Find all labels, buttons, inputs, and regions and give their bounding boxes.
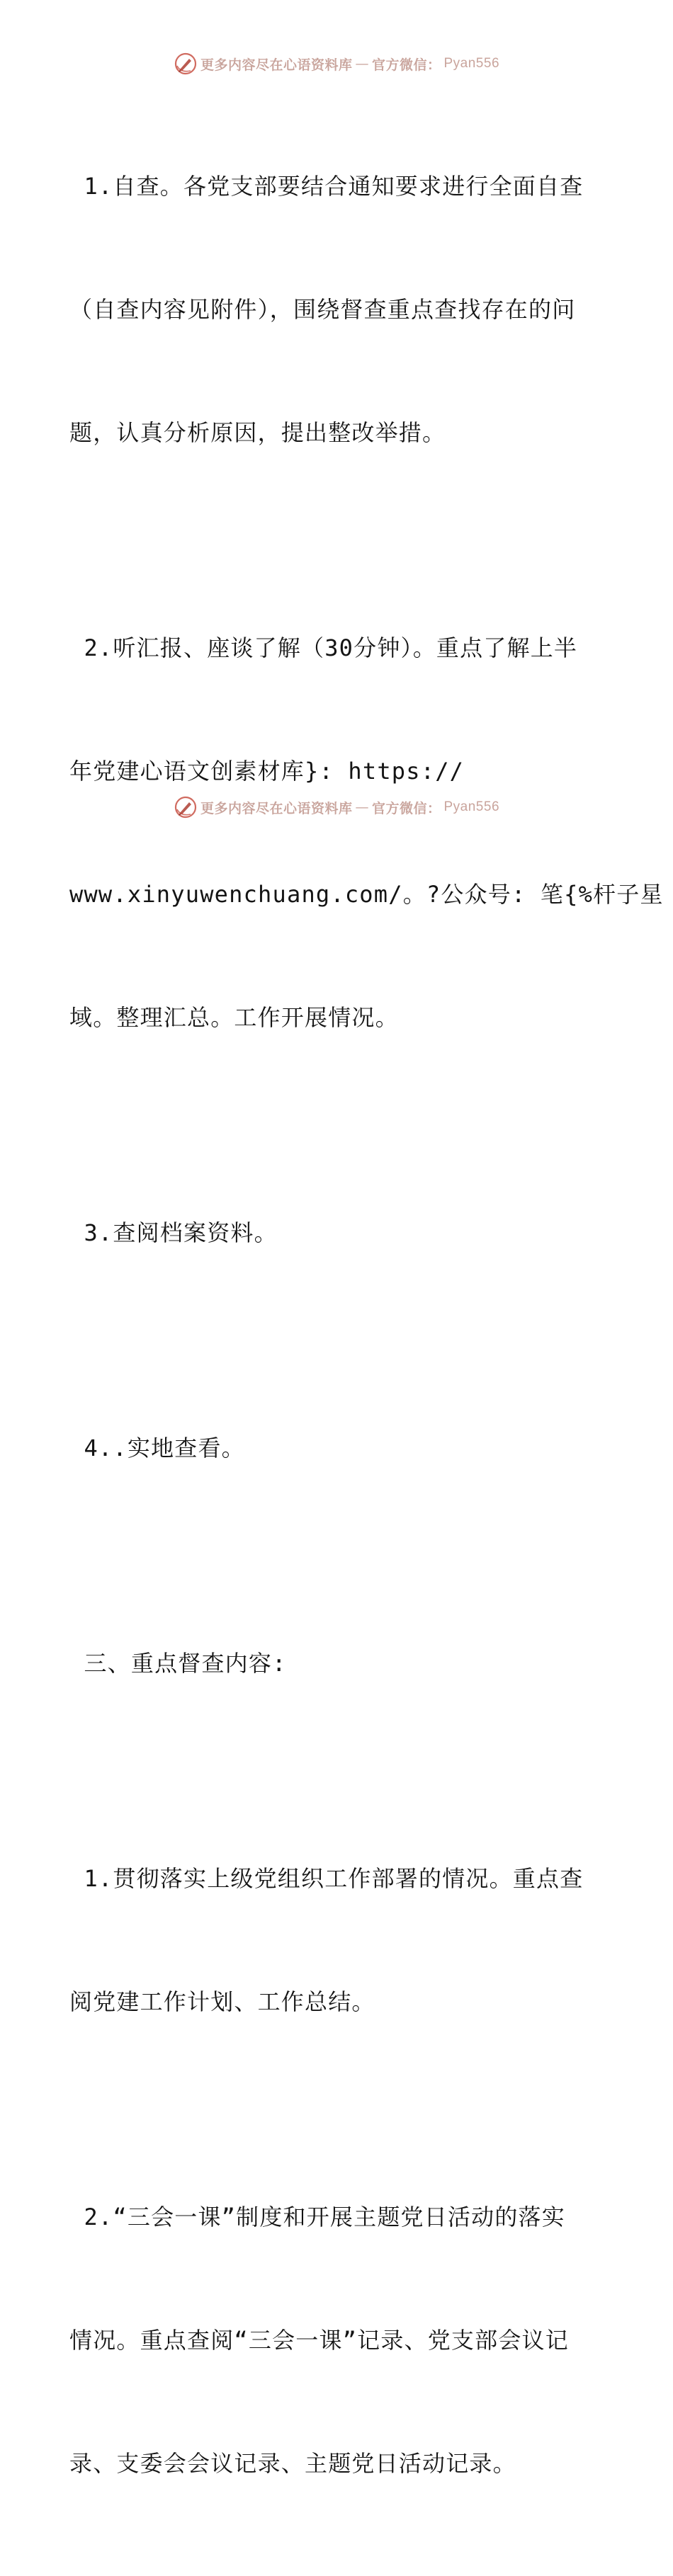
text-line: 3.查阅档案资料。 [69, 1219, 278, 1246]
footer-watermark [0, 793, 673, 821]
text-line: 情况。重点查阅“三会一课”记录、党支部会议记 [69, 2327, 569, 2354]
watermark-dash: — [355, 56, 369, 72]
paragraph-site-inspection [69, 1345, 608, 1551]
text-line: 年党建心语文创素材库}: https:// [69, 758, 465, 785]
watermark-id: Pyan556 [443, 56, 500, 71]
watermark-text: 更多内容尽在心语资料库 [200, 57, 353, 73]
watermark-label: 官方微信： [371, 800, 441, 816]
section-heading [69, 1561, 608, 1766]
paragraph-meetings [69, 2114, 608, 2566]
text-line: 题，认真分析原因，提出整改举措。 [69, 419, 446, 446]
text-line: 2.“三会一课”制度和开展主题党日活动的落实 [69, 2204, 565, 2230]
paragraph-review-archives [69, 1130, 608, 1335]
text-line: 1.贯彻落实上级党组织工作部署的情况。重点查 [69, 1865, 584, 1892]
text-line: （自查内容见附件），围绕督查重点查找存在的问 [69, 296, 576, 323]
paragraph-report-discussion [69, 545, 664, 1120]
paragraph-implementation [69, 1776, 608, 2104]
pen-logo-icon [174, 52, 198, 76]
watermark-text: 更多内容尽在心语资料库 [200, 800, 353, 816]
header-watermark [0, 50, 673, 78]
text-line: 1.自查。各党支部要结合通知要求进行全面自查 [69, 173, 584, 200]
text-line: 4..实地查看。 [69, 1435, 245, 1461]
document-body [69, 84, 664, 2576]
watermark-id: Pyan556 [443, 799, 500, 814]
paragraph-self-check [69, 84, 608, 535]
watermark-label: 官方微信： [371, 57, 441, 73]
text-line: www.xinyuwenchuang.com/。?公众号: 笔{%杆子星 [69, 881, 664, 908]
text-line: 录、支委会会议记录、主题党日活动记录。 [69, 2450, 516, 2477]
pen-logo-icon [174, 795, 198, 819]
text-line: 域。整理汇总。工作开展情况。 [69, 1004, 399, 1031]
text-line: 三、重点督查内容: [69, 1650, 287, 1677]
text-line: 2.听汇报、座谈了解（30分钟）。重点了解上半 [69, 634, 578, 661]
watermark-dash: — [355, 799, 369, 815]
text-line: 阅党建工作计划、工作总结。 [69, 1988, 375, 2015]
